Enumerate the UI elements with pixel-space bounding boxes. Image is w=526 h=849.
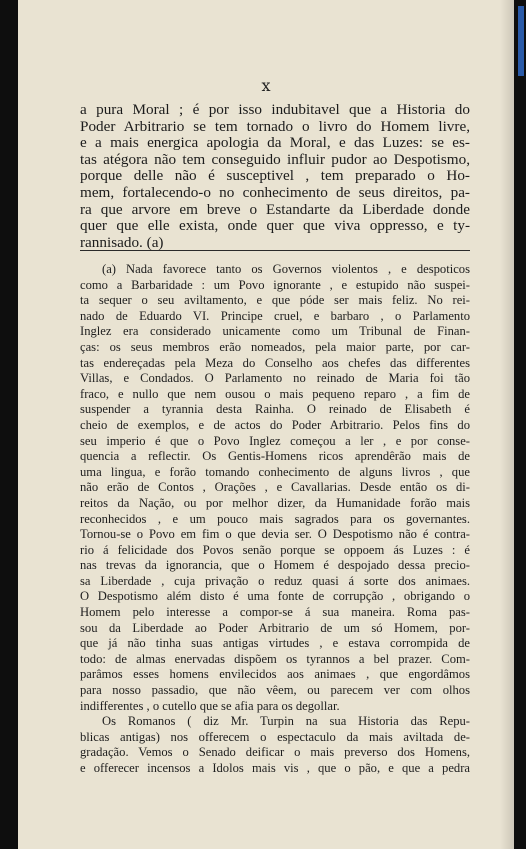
footnote-line: que já não tinha suas antigas virtudes , e estava corrompida de (80, 636, 470, 651)
main-line: ra que arvore em breve o Estandarte da Liberdade donde (80, 200, 470, 218)
footnote-line: ças: os seus membros erão nomeados, pela maior parte, por car- (80, 339, 470, 354)
scan-edge (514, 0, 526, 849)
footnote-line: reitos da Nação, ou por melhor dizer, da Humanidade forão mais (80, 495, 470, 510)
main-line: mem, fortalecendo-o no conhecimento de seus direitos, pa- (80, 183, 470, 201)
main-line: tas atégora não tem conseguido influir pudor ao Despotismo, (80, 150, 470, 168)
footnote-line: Tornou-se o Povo em fim o que devia ser. O Despotismo não é contra- (80, 527, 470, 542)
footnote-line: fraco, e nullo que nem ousou o mais pequeno reparo , a fim de (80, 386, 470, 401)
footnote-line: todo: de almas enervadas dispõem os tyrannos a bel prazer. Com- (80, 651, 470, 666)
blue-marker (518, 6, 524, 76)
main-line: e a mais energica apologia da Moral, e das Luzes: se es- (80, 134, 470, 152)
footnote-line: tas endereçadas pela Meza do Conselho aos chefes das differentes (80, 355, 470, 370)
main-paragraph (80, 102, 470, 251)
footnote-line: uma lingua, e forão tomando conhecimento de alguns livros , que (80, 464, 470, 479)
footnote-line: como a Barbaridade : um Povo ignorante , e estupido não suspei- (80, 277, 470, 292)
footnote-line: quencia a reflectir. Os Gentis-Homens ricos aprendêrão mais de (80, 449, 470, 464)
footnote-line: e offerecer incensos a Idolos mais vis , que o pão, e que a pedra (80, 761, 470, 775)
main-line: quer que elle exista, onde quer que viva oppresso, e ty- (80, 217, 470, 235)
footnote-line: Villas, e Condados. O Parlamento no reinado de Maria foi tão (80, 371, 470, 386)
footnote-line: Os Romanos ( diz Mr. Turpin na sua Historia das Repu- (102, 714, 470, 729)
footnote-line: seu imperio é que o Povo Inglez começou a ler , e por conse- (80, 433, 470, 448)
footnote-line: Inglez era considerado unicamente como um Tribunal de Finan- (80, 324, 470, 339)
footnote-line: nas trevas da ignorancia, que o Homem é despojado dessa precio- (80, 558, 470, 573)
main-line: porque delle não é susceptivel , tem preparado o Ho- (80, 167, 470, 185)
footnote-line: ta sequer o seu aviltamento, e que póde ser mais feliz. No rei- (80, 293, 470, 308)
page-shadow (500, 0, 514, 849)
footnote-line: indifferentes , o cutello que se afia para os degollar. (80, 698, 340, 713)
footnote-line: reconhecidos , e um pouco mais sagrados para os governantes. (80, 511, 470, 526)
footnote-divider (80, 250, 470, 251)
footnote-line: rio á felicidade dos Povos senão porque se oppoem ás Luzes : é (80, 542, 470, 557)
footnote-line: (a) Nada favorece tanto os Governos violentos , e despoticos (102, 262, 470, 276)
footnote-line: gradação. Vemos o Senado deificar o mais preverso dos Homens, (80, 745, 470, 760)
footnote (80, 262, 470, 777)
footnote-line: não erão de Contos , Orações , e Cavallarias. Desde então os di- (80, 480, 470, 495)
footnote-line: sa Liberdade , cuja privação o reduz quasi á sorte dos animaes. (80, 573, 470, 588)
footnote-line: Homem pelo interesse a compor-se á sua maneira. Roma pas- (80, 605, 470, 620)
footnote-line: para nosso passadio, que não vêem, ou parecem ver com olhos (80, 683, 470, 698)
footnote-line: suspender a tyrannia desta Rainha. O reinado de Elisabeth é (80, 402, 470, 417)
main-line: Poder Arbitrario se tem tornado o livro do Homem livre, (80, 117, 470, 135)
footnote-line: parâmos esses homens envilecidos aos animaes , que engordâmos (80, 667, 470, 682)
footnote-line: cheio de exemplos, e de actos do Poder Arbitrario. Pelos fins do (80, 417, 470, 432)
footnote-line: nado de Eduardo VI. Principe cruel, e barbaro , o Parlamento (80, 308, 470, 323)
page-number: x (261, 76, 271, 95)
footnote-line: blicas antigas) nos offerecem o espectaculo da mais aviltada de- (80, 729, 470, 744)
footnote-line: O Despotismo além disto é uma fonte de corrupção , obrigando o (80, 589, 470, 604)
main-line: rannisado. (a) (80, 233, 164, 251)
main-line: a pura Moral ; é por isso indubitavel que a Historia do (80, 101, 470, 118)
book-page (18, 0, 514, 849)
footnote-line: sou da Liberdade ao Poder Arbitrario de um só Homem, por- (80, 620, 470, 635)
